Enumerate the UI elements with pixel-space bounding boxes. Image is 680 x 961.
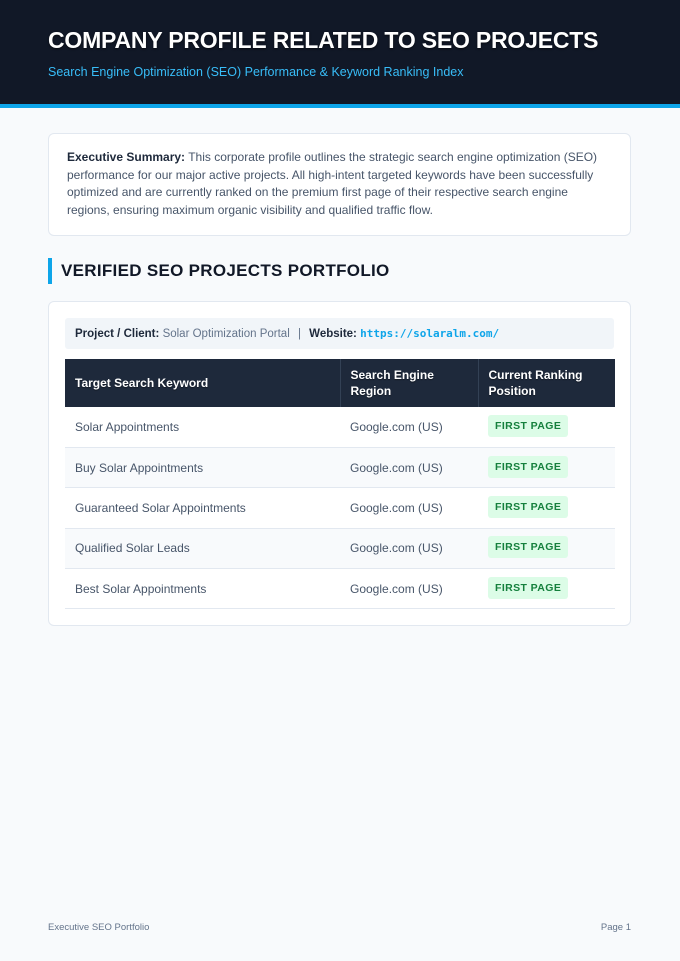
website-link[interactable]: https://solaralm.com/ — [360, 327, 500, 340]
page-subtitle: Search Engine Optimization (SEO) Performance & Keyword Ranking Index — [48, 65, 464, 79]
region-cell: Google.com (US) — [340, 447, 478, 487]
keyword-cell: Guaranteed Solar Appointments — [65, 488, 340, 528]
executive-summary — [48, 133, 631, 236]
table-row — [65, 528, 615, 568]
ranking-badge: FIRST PAGE — [488, 456, 568, 478]
ranking-badge: FIRST PAGE — [488, 415, 568, 437]
page-header — [0, 0, 680, 108]
section-heading: VERIFIED SEO PROJECTS PORTFOLIO — [48, 258, 390, 284]
ranking-cell — [478, 447, 615, 487]
table-row — [65, 569, 615, 609]
column-header-region: Search Engine Region — [340, 359, 478, 407]
footer-page-number: Page 1 — [600, 922, 631, 933]
client-label: Project / Client: — [75, 328, 160, 340]
summary-label: Executive Summary: — [67, 150, 186, 164]
table-header-row — [65, 359, 615, 407]
table-row — [65, 447, 615, 487]
keyword-cell: Buy Solar Appointments — [65, 447, 340, 487]
projects-card — [48, 301, 631, 626]
ranking-badge: FIRST PAGE — [488, 496, 568, 518]
region-cell: Google.com (US) — [340, 488, 478, 528]
keyword-ranking-table — [65, 359, 615, 609]
project-info-bar — [65, 318, 614, 349]
column-header-ranking: Current Ranking Position — [488, 368, 583, 398]
table-row — [65, 407, 615, 447]
region-cell: Google.com (US) — [340, 407, 478, 447]
info-separator: | — [297, 328, 301, 340]
footer-document-name: Executive SEO Portfolio — [48, 922, 150, 933]
column-header-keyword: Target Search Keyword — [65, 359, 340, 407]
ranking-cell — [478, 569, 615, 609]
ranking-cell — [478, 488, 615, 528]
ranking-badge: FIRST PAGE — [488, 536, 568, 558]
region-cell: Google.com (US) — [340, 569, 478, 609]
table-row — [65, 488, 615, 528]
summary-text: This corporate profile outlines the strategic search engine optimization (SEO) performance for our major active projects. All high-intent targeted keywords have been successfully optimized and are currently ranked on the premium first page of their respective search engine regions, ensuring maximum organic visibility and qualified traffic flow. — [67, 150, 598, 217]
ranking-cell — [478, 407, 615, 447]
keyword-cell: Best Solar Appointments — [65, 569, 340, 609]
website-label: Website: — [309, 328, 357, 340]
keyword-cell: Solar Appointments — [65, 407, 340, 447]
ranking-cell — [478, 528, 615, 568]
page-title: COMPANY PROFILE RELATED TO SEO PROJECTS — [48, 27, 599, 53]
client-value: Solar Optimization Portal — [162, 328, 290, 340]
keyword-cell: Qualified Solar Leads — [65, 528, 340, 568]
region-cell: Google.com (US) — [340, 528, 478, 568]
ranking-badge: FIRST PAGE — [488, 577, 568, 599]
